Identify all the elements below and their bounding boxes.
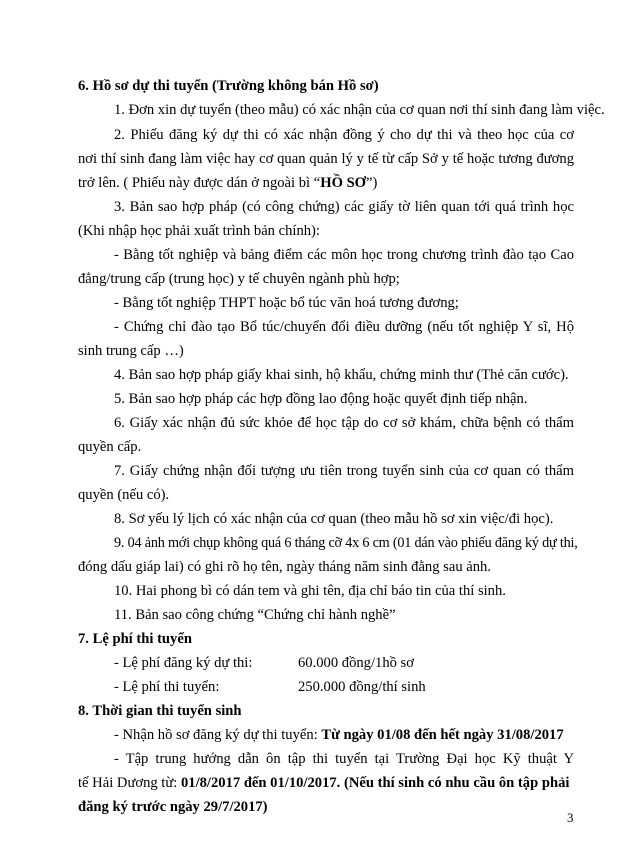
section-6-item-2-line-1: 2. Phiếu đăng ký dự thi có xác nhận đồng ý cho dự thi và theo học của cơ [114,127,574,143]
section-6-item-3-line-2: (Khi nhập học phải xuất trình bản chính): [78,223,320,239]
page-number: 3 [567,810,574,825]
section-6-item-6-line-1: 6. Giấy xác nhận đủ sức khỏe để học tập do cơ sở khám, chữa bệnh có thẩm [114,415,574,431]
section-6-item-3a-line-2: đẳng/trung cấp (trung học) y tế chuyên ngành phù hợp; [78,271,400,287]
fee-label-registration: - Lệ phí đăng ký dự thi: [114,655,253,671]
section-6-item-1: 1. Đơn xin dự tuyển (theo mẫu) có xác nhận của cơ quan nơi thí sinh đang làm việc. [114,102,605,118]
fee-amount-exam: 250.000 đồng/thí sinh [298,679,426,695]
ho-so-emphasis: HỒ SƠ [320,175,367,191]
section-6-item-10: 10. Hai phong bì có dán tem và ghi tên, địa chỉ báo tin của thí sinh. [114,583,506,599]
section-6-item-3c-line-1: - Chứng chỉ đào tạo Bổ túc/chuyển đổi điều dưỡng (nếu tốt nghiệp Y sĩ, Hộ [114,319,574,335]
application-period: Từ ngày 01/08 đến hết ngày 31/08/2017 [321,727,564,743]
section-6-item-8: 8. Sơ yếu lý lịch có xác nhận của cơ quan (theo mẫu hồ sơ xin việc/đi học). [114,511,554,527]
section-6-item-7-line-1: 7. Giấy chứng nhận đối tượng ưu tiên trong tuyển sinh của cơ quan có thẩm [114,463,574,479]
section-8-line-3: tế Hải Dương từ: 01/8/2017 đến 01/10/2017. (Nếu thí sinh có nhu cầu ôn tập phải [78,775,570,791]
section-8-heading: 8. Thời gian thi tuyển sinh [78,703,242,719]
section-6-item-3c-line-2: sinh trung cấp …) [78,343,184,359]
section-6-item-9-line-2: đóng dấu giáp lai) có ghi rõ họ tên, ngày tháng năm sinh đằng sau ảnh. [78,559,491,575]
section-6-item-2-line-3: trở lên. ( Phiếu này được dán ở ngoài bì “HỒ SƠ”) [78,175,378,191]
fee-amount-registration: 60.000 đồng/1hồ sơ [298,655,414,671]
section-6-item-2-line-2: nơi thí sinh đang làm việc hay cơ quan quản lý y tế từ cấp Sở y tế hoặc tương đương [78,151,574,167]
fee-label-exam: - Lệ phí thi tuyển: [114,679,220,695]
section-8-line-4: đăng ký trước ngày 29/7/2017) [78,799,268,815]
section-6-item-3b: - Bằng tốt nghiệp THPT hoặc bổ túc văn hoá tương đương; [114,295,459,311]
section-6-item-9-line-1: 9. 04 ảnh mới chụp không quá 6 tháng cỡ 4x 6 cm (01 dán vào phiếu đăng ký dự thi, [114,535,578,551]
section-6-item-3a-line-1: - Bằng tốt nghiệp và bảng điểm các môn học trong chương trình đào tạo Cao [114,247,574,263]
section-8-line-2: - Tập trung hướng dẫn ôn tập thi tuyển tại Trường Đại học Kỹ thuật Y [114,751,574,767]
section-6-item-7-line-2: quyền (nếu có). [78,487,170,503]
section-6-item-3-line-1: 3. Bản sao hợp pháp (có công chứng) các giấy tờ liên quan tới quá trình học [114,199,574,215]
section-6-heading: 6. Hồ sơ dự thi tuyển (Trường không bán Hồ sơ) [78,78,379,94]
section-6-item-5: 5. Bản sao hợp pháp các hợp đồng lao động hoặc quyết định tiếp nhận. [114,391,528,407]
section-6-item-4: 4. Bản sao hợp pháp giấy khai sinh, hộ khẩu, chứng minh thư (Thẻ căn cước). [114,367,569,383]
section-7-heading: 7. Lệ phí thi tuyển [78,631,192,647]
section-6-item-11: 11. Bản sao công chứng “Chứng chỉ hành nghề” [114,607,396,623]
review-period: 01/8/2017 đến 01/10/2017. (Nếu thí sinh có nhu cầu ôn tập phải [180,775,570,791]
section-6-item-6-line-2: quyền cấp. [78,439,142,455]
section-8-line-1: - Nhận hồ sơ đăng ký dự thi tuyển: Từ ngày 01/08 đến hết ngày 31/08/2017 [114,727,564,743]
